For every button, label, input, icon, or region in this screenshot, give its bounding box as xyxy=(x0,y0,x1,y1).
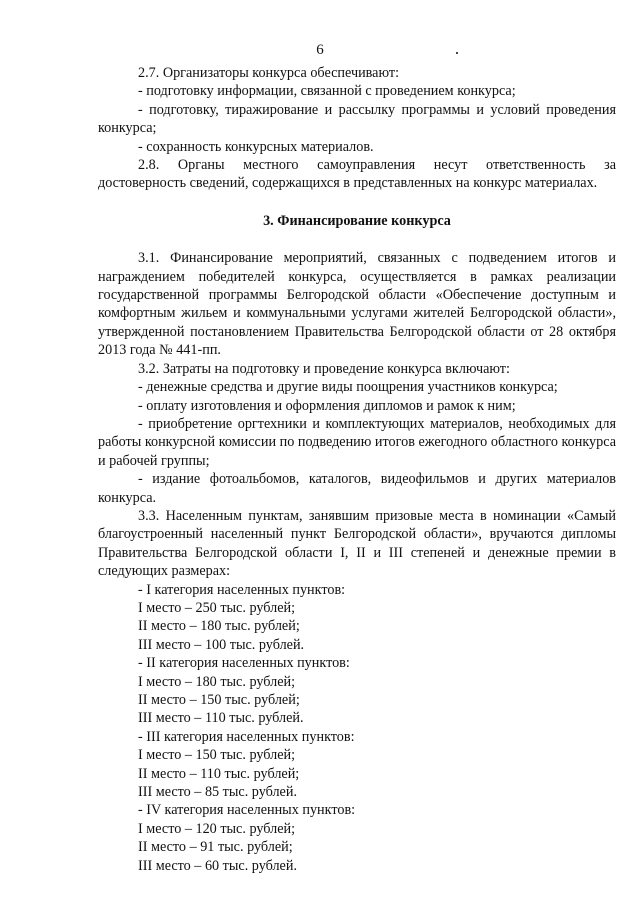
section-2-7-item: - подготовку, тиражирование и рассылку программы и условий проведения конкурса; xyxy=(98,101,616,137)
category-place: I место – 250 тыс. рублей; xyxy=(138,599,296,616)
category-title: - IV категория населенных пунктов: xyxy=(138,802,356,819)
document-body xyxy=(98,64,616,875)
category-title: - II категория населенных пунктов: xyxy=(138,655,350,672)
category-place: II место – 91 тыс. рублей; xyxy=(138,839,293,856)
category-place: II место – 180 тыс. рублей; xyxy=(138,618,300,635)
category-place: I место – 180 тыс. рублей; xyxy=(138,673,296,690)
section-3-2-intro: 3.2. Затраты на подготовку и проведение конкурса включают: xyxy=(138,360,510,377)
scan-speck xyxy=(456,52,458,54)
page-number: 6 xyxy=(316,42,324,58)
section-2-8: 2.8. Органы местного самоуправления несут ответственность за достоверность сведений, содержащихся в представленных на конкурс материалах. xyxy=(98,157,616,192)
section-2-7-intro: 2.7. Организаторы конкурса обеспечивают: xyxy=(138,65,400,81)
category-place: II место – 110 тыс. рублей; xyxy=(138,765,300,782)
category-place: III место – 85 тыс. рублей. xyxy=(138,784,297,801)
section-2-7-item: - подготовку информации, связанной с проведением конкурса; xyxy=(138,83,516,100)
category-place: III место – 110 тыс. рублей. xyxy=(138,710,304,727)
category-place: II место – 150 тыс. рублей; xyxy=(138,692,300,708)
section-3-2-item: - денежные средства и другие виды поощрения участников конкурса; xyxy=(138,379,558,396)
section-3-2-item: - издание фотоальбомов, каталогов, видеофильмов и других материалов конкурса. xyxy=(98,471,616,506)
section-2-7-item: - сохранность конкурсных материалов. xyxy=(138,138,374,155)
category-place: III место – 60 тыс. рублей. xyxy=(138,857,297,874)
category-place: I место – 150 тыс. рублей; xyxy=(138,747,296,764)
section-3-1: 3.1. Финансирование мероприятий, связанных с подведением итогов и награждением победителей конкурса, осуществляется в рамках реализации государственной программы Белгородской области «Обеспечение доступным и комфортным жильем и коммунальными услугами жителей Белгородской области», утвержденной постановлением Правительства Белгородской области от 28 октября 2013 года № 441-пп. xyxy=(98,250,616,359)
category-place: I место – 120 тыс. рублей; xyxy=(138,820,296,837)
section-3-title: 3. Финансирование конкурса xyxy=(263,212,451,229)
section-3-3: 3.3. Населенным пунктам, занявшим призовые места в номинации «Самый благоустроенный населенный пункт Белгородской области», вручаются дипломы Правительства Белгородской области I, II и III степеней и денежные премии в следующих размерах: xyxy=(98,507,616,580)
category-title: - III категория населенных пунктов: xyxy=(138,728,355,745)
category-title: - I категория населенных пунктов: xyxy=(138,581,346,598)
category-place: III место – 100 тыс. рублей. xyxy=(138,636,305,653)
section-3-2-item: - приобретение оргтехники и комплектующих материалов, необходимых для работы конкурсной комиссии по подведению итогов ежегодного областного конкурса и рабочей группы; xyxy=(98,415,616,469)
section-3-2-item: - оплату изготовления и оформления дипломов и рамок к ним; xyxy=(138,397,516,414)
